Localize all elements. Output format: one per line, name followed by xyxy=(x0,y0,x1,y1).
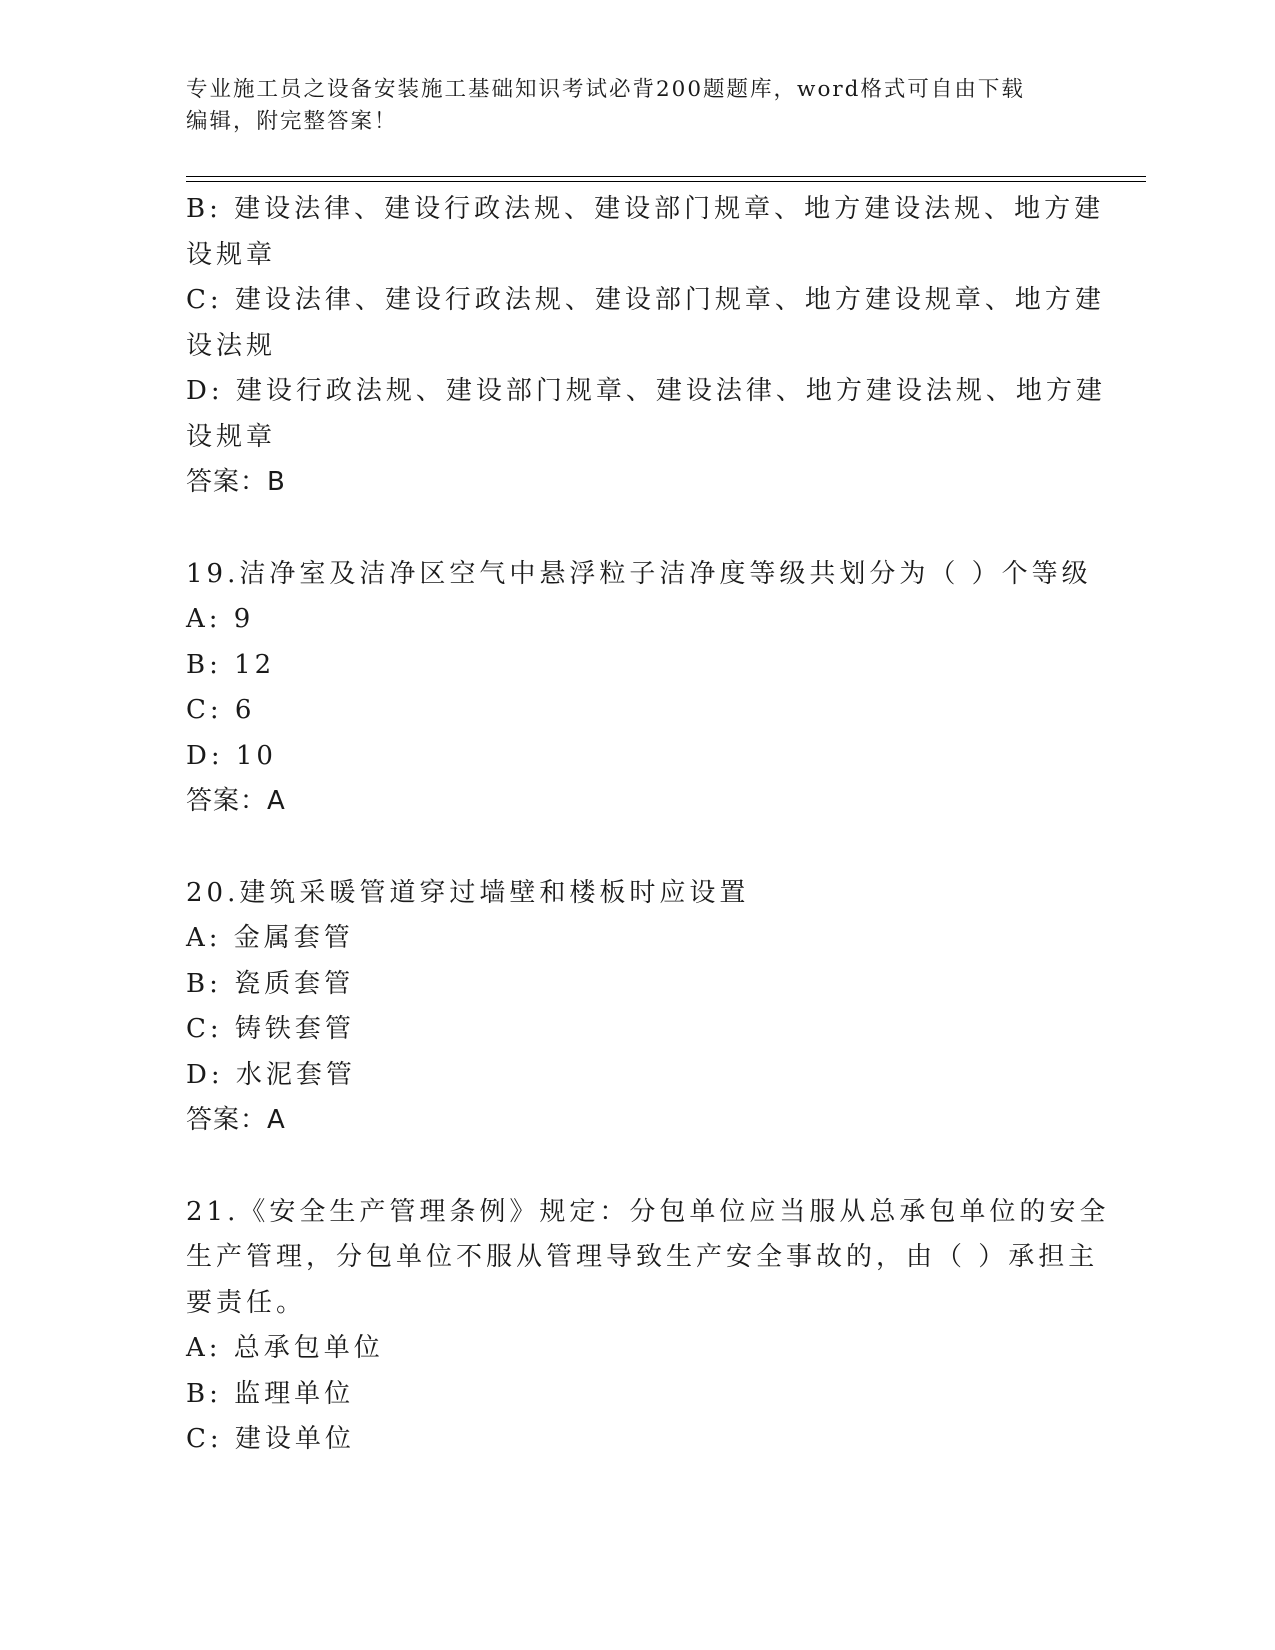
q20-option-a: A: 金属套管 xyxy=(186,923,354,953)
q18-option-c-line1: C: 建设法律、建设行政法规、建设部门规章、地方建设规章、地方建 xyxy=(186,285,1105,315)
spacer xyxy=(186,825,1086,871)
question-18-block xyxy=(186,187,1106,506)
q18-option-b-line1: B: 建设法律、建设行政法规、建设部门规章、地方建设法规、地方建 xyxy=(186,194,1105,224)
header-line-1: 专业施工员之设备安装施工基础知识考试必背200题题库，word格式可自由下载 xyxy=(186,77,1025,102)
header-divider-bottom xyxy=(186,181,1146,182)
q20-option-c: C: 铸铁套管 xyxy=(186,1014,355,1044)
q20-answer: 答案：A xyxy=(186,1105,286,1135)
q21-option-c: C: 建设单位 xyxy=(186,1424,355,1454)
q18-option-d-line1: D: 建设行政法规、建设部门规章、建设法律、地方建设法规、地方建 xyxy=(186,376,1106,406)
q21-question-line1: 21.《安全生产管理条例》规定：分包单位应当服从总承包单位的安全 xyxy=(186,1196,1110,1227)
q21-question-line3: 要责任。 xyxy=(186,1287,307,1318)
q20-option-d: D: 水泥套管 xyxy=(186,1059,356,1090)
spacer xyxy=(186,506,1086,552)
question-19-block xyxy=(186,552,1092,825)
header-divider-top xyxy=(186,176,1146,177)
q18-answer: 答案：B xyxy=(186,467,286,497)
q19-option-c: C: 6 xyxy=(186,695,256,725)
question-content xyxy=(186,187,1110,1463)
q18-option-b-line2: 设规章 xyxy=(186,239,277,270)
q19-answer: 答案：A xyxy=(186,786,286,816)
spacer xyxy=(186,1144,1086,1190)
q18-option-d-line2: 设规章 xyxy=(186,421,277,452)
q21-option-a: A: 总承包单位 xyxy=(186,1333,384,1363)
question-21-block xyxy=(186,1190,1110,1463)
q19-option-a: A: 9 xyxy=(186,604,255,634)
q19-question: 19.洁净室及洁净区空气中悬浮粒子洁净度等级共划分为（ ）个等级 xyxy=(186,558,1092,589)
document-header xyxy=(186,74,1066,138)
q20-option-b: B: 瓷质套管 xyxy=(186,968,355,999)
header-line-2: 编辑，附完整答案！ xyxy=(186,109,398,134)
q19-option-b: B: 12 xyxy=(186,649,276,680)
q18-option-c-line2: 设法规 xyxy=(186,330,277,361)
q21-option-b: B: 监理单位 xyxy=(186,1378,355,1409)
q20-question: 20.建筑采暖管道穿过墙壁和楼板时应设置 xyxy=(186,877,750,908)
q21-question-line2: 生产管理，分包单位不服从管理导致生产安全事故的，由（ ）承担主 xyxy=(186,1242,1099,1272)
question-20-block xyxy=(186,871,1086,1144)
q19-option-d: D: 10 xyxy=(186,740,277,771)
